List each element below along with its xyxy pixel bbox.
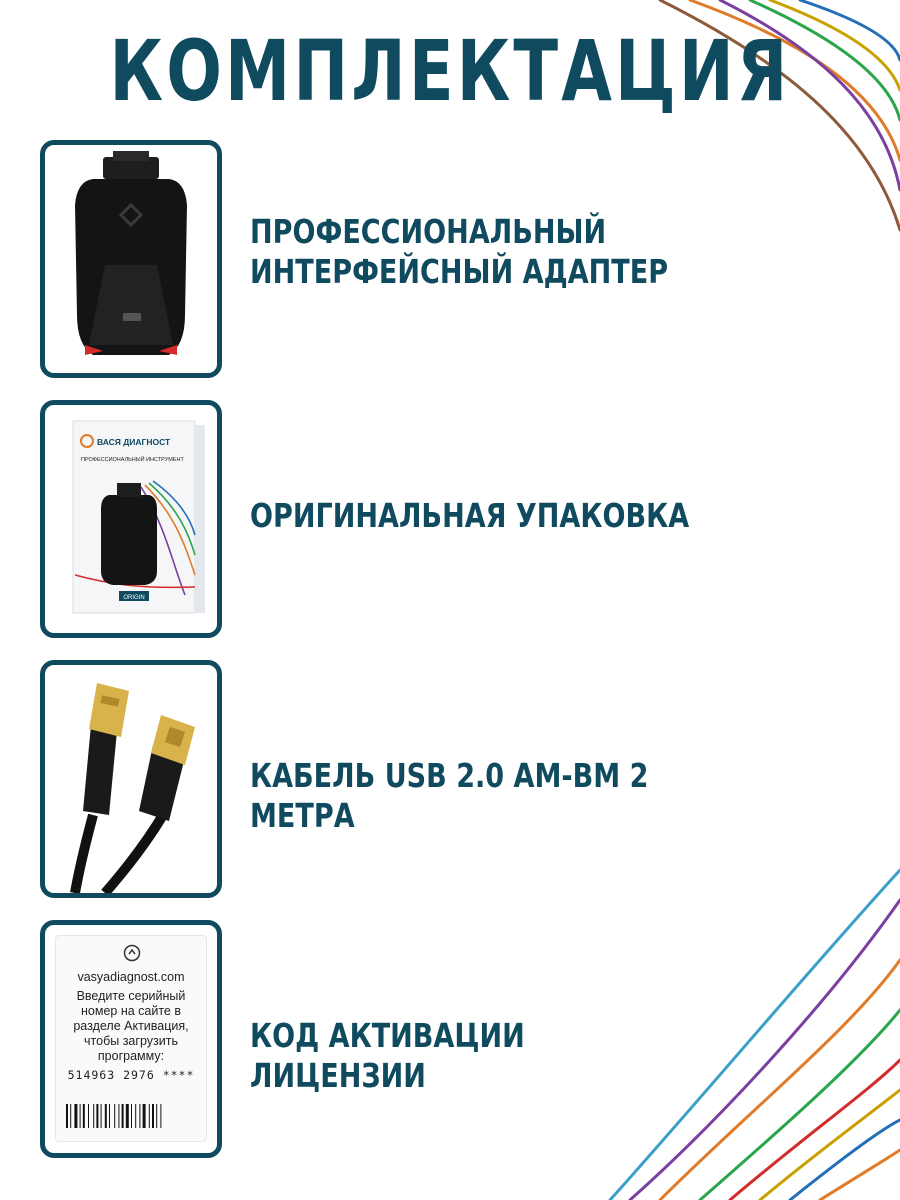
barcode-bar — [143, 1104, 146, 1128]
barcode-bar — [80, 1104, 81, 1128]
barcode-bar — [152, 1104, 154, 1128]
box-badge: ORIGIN — [123, 595, 145, 601]
license-site: vasyadiagnost.com — [77, 970, 185, 984]
packaging-image — [40, 400, 222, 638]
license-card-image — [40, 920, 222, 1158]
license-instructions: Введите серийный номер на сайте в разделе Активация, чтобы загрузить программу: — [73, 989, 189, 1063]
barcode-bar — [70, 1104, 71, 1128]
item-label: КОД АКТИВАЦИИ ЛИЦЕНЗИИ — [250, 1016, 525, 1095]
barcode-bar — [88, 1104, 89, 1128]
barcode-bar — [105, 1104, 107, 1128]
item-adapter — [40, 140, 860, 380]
barcode-bar — [96, 1104, 98, 1128]
barcode-bar — [114, 1104, 115, 1128]
barcode-bar — [160, 1104, 161, 1128]
brand-logo-icon — [123, 944, 141, 962]
barcode-bar — [66, 1104, 68, 1128]
barcode-bar — [93, 1104, 94, 1128]
item-packaging — [40, 400, 860, 640]
barcode-bar — [122, 1104, 124, 1128]
barcode-bar — [83, 1104, 85, 1128]
item-cable — [40, 660, 860, 900]
cable-image — [40, 660, 222, 898]
barcode-bar — [101, 1104, 102, 1128]
adapter-image — [40, 140, 222, 378]
item-license — [40, 920, 860, 1160]
barcode-bar — [126, 1104, 129, 1128]
box-subtitle: ПРОФЕССИОНАЛЬНЫЙ ИНСТРУМЕНТ — [81, 457, 184, 463]
item-label: ОРИГИНАЛЬНАЯ УПАКОВКА — [250, 496, 690, 535]
barcode-bar — [139, 1104, 140, 1128]
barcode-bar — [149, 1104, 150, 1128]
item-label: КАБЕЛЬ USB 2.0 AM-BM 2 МЕТРА — [250, 756, 649, 835]
barcode-bar — [118, 1104, 119, 1128]
barcode-bar — [74, 1104, 77, 1128]
license-sticker — [55, 935, 207, 1142]
barcode-bar — [135, 1104, 136, 1128]
box-brand: ВАСЯ ДИАГНОСТ — [97, 437, 171, 447]
item-label: ПРОФЕССИОНАЛЬНЫЙ ИНТЕРФЕЙСНЫЙ АДАПТЕР — [250, 212, 669, 291]
barcode-bar — [109, 1104, 110, 1128]
barcode — [66, 1104, 198, 1128]
barcode-bar — [156, 1104, 157, 1128]
page-title: КОМПЛЕКТАЦИЯ — [109, 22, 791, 120]
barcode-bar — [131, 1104, 132, 1128]
license-serial: 514963 2976 **** — [67, 1068, 195, 1082]
